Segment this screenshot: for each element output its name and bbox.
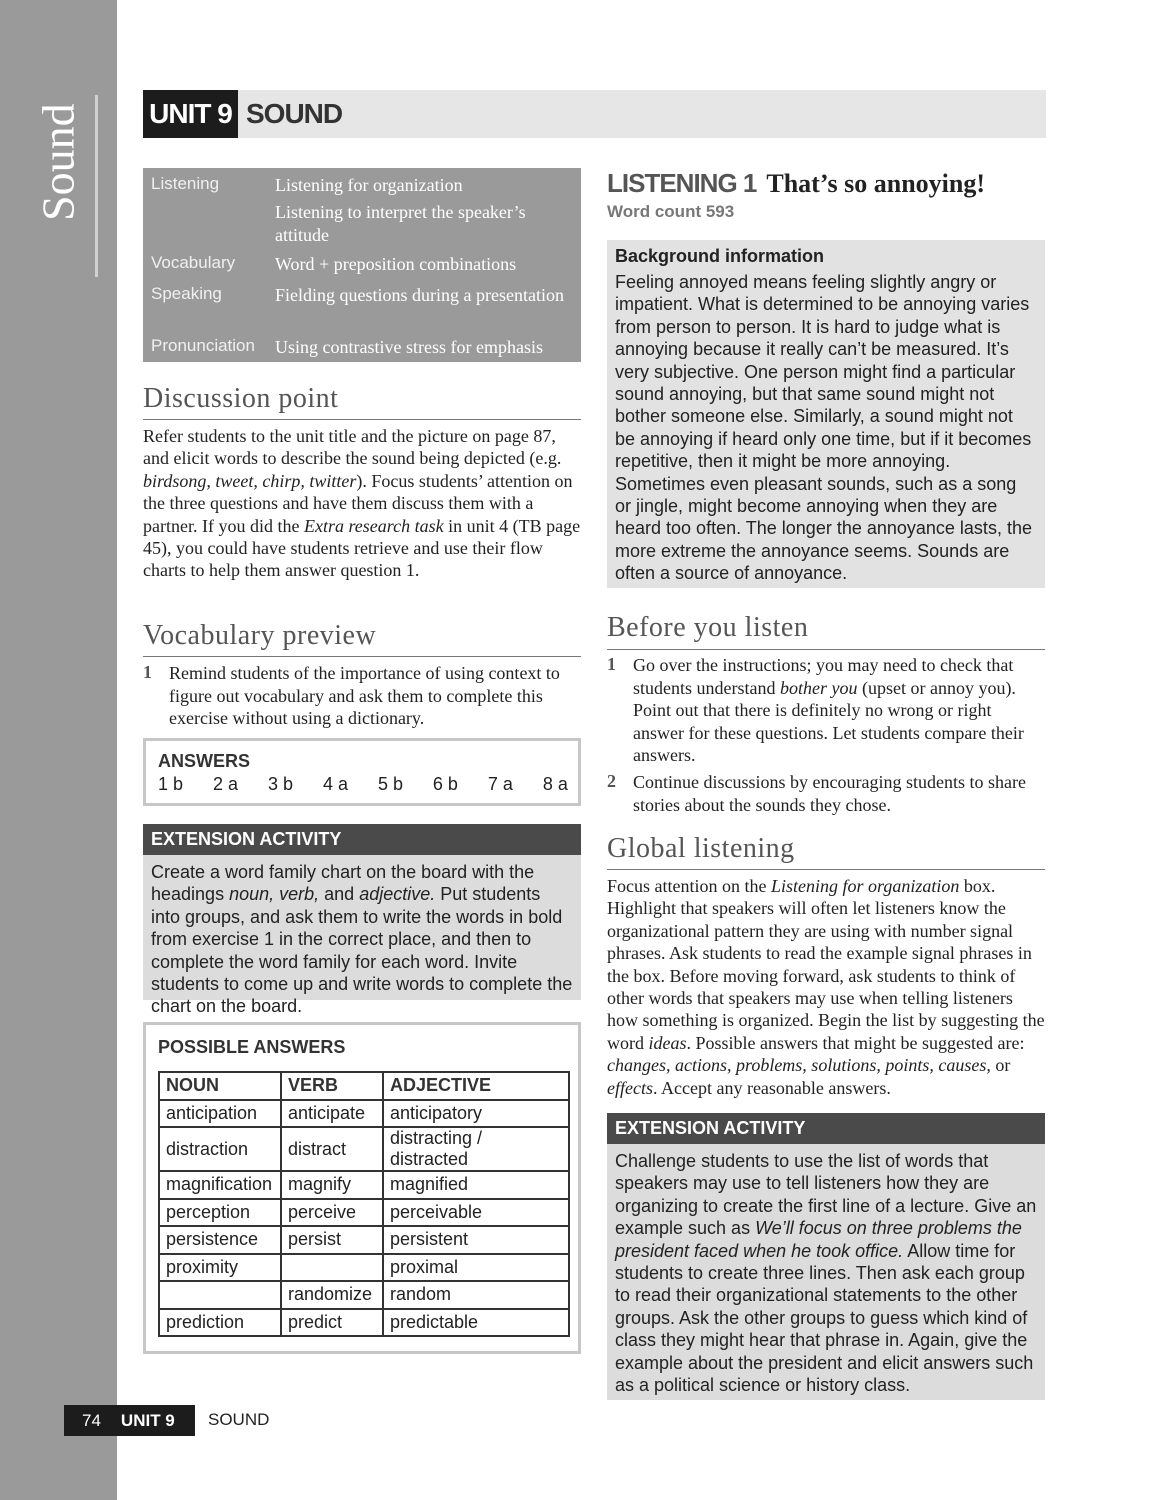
answer-item: 3 b: [267, 774, 293, 794]
table-cell: randomize: [281, 1281, 383, 1309]
table-row: [159, 1281, 569, 1309]
skill-desc: Using contrastive stress for emphasis: [275, 337, 543, 357]
answer-item: 2 a: [212, 774, 239, 794]
table-cell: distract: [281, 1127, 383, 1171]
background-info-box: [607, 240, 1045, 588]
table-cell: perceivable: [383, 1199, 569, 1227]
table-cell: proximity: [159, 1254, 281, 1282]
table-cell: persist: [281, 1226, 383, 1254]
background-info-title: Background information: [615, 246, 825, 266]
table-cell: anticipate: [281, 1100, 383, 1128]
unit-header: [143, 90, 1046, 138]
table-cell: proximal: [383, 1254, 569, 1282]
table-cell: predictable: [383, 1309, 569, 1337]
footer-unit: UNIT 9: [120, 1410, 175, 1430]
before-listen-heading: Before you listen: [607, 612, 809, 643]
vocab-preview-heading: Vocabulary preview: [143, 620, 377, 651]
table-cell: [159, 1281, 281, 1309]
extension-activity-body: Create a word family chart on the board with the headings noun, verb, and adjective. Put students into groups, and ask them to write the words in bold from exercise 1 in the correct place, and then to complete the word family for each word. Invite students to come up and write words to complete the chart on the board.: [143, 855, 581, 1000]
item-number: 1: [607, 654, 616, 674]
column-header: ADJECTIVE: [383, 1072, 569, 1100]
word-family-table: [158, 1071, 570, 1337]
item-number: 1: [143, 662, 152, 682]
skill-name: Listening: [151, 174, 220, 193]
before-listen-item-2: Continue discussions by encouraging students to share stories about the sounds they chose.: [633, 772, 1026, 815]
answers-list: [158, 774, 568, 795]
answer-item: 7 a: [487, 774, 513, 794]
answer-item: 5 b: [377, 774, 403, 794]
table-cell: [281, 1254, 383, 1282]
item-number: 2: [607, 771, 616, 791]
table-cell: magnified: [383, 1171, 569, 1199]
section-rule: [143, 419, 581, 420]
table-cell: magnify: [281, 1171, 383, 1199]
table-cell: persistent: [383, 1226, 569, 1254]
listening-name: That’s so annoying!: [766, 169, 986, 198]
table-header-row: [159, 1072, 569, 1100]
table-cell: distracting / distracted: [383, 1127, 569, 1171]
table-cell: anticipation: [159, 1100, 281, 1128]
table-cell: perception: [159, 1199, 281, 1227]
answer-item: 4 a: [322, 774, 348, 794]
answer-item: 8 a: [542, 774, 568, 794]
table-row: [159, 1127, 569, 1171]
table-cell: persistence: [159, 1226, 281, 1254]
side-tab-title: Sound: [32, 103, 84, 222]
vocab-item-text: Remind students of the importance of using context to figure out vocabulary and ask them to complete this exercise without using a dictionary.: [169, 663, 560, 728]
skills-table: [143, 168, 581, 362]
column-header: NOUN: [159, 1072, 281, 1100]
footer-tab: [64, 1405, 195, 1436]
section-rule: [607, 869, 1045, 870]
skill-name: Pronunciation: [151, 336, 255, 355]
skill-desc: Fielding questions during a presentation: [275, 285, 564, 305]
table-cell: prediction: [159, 1309, 281, 1337]
table-cell: magnification: [159, 1171, 281, 1199]
table-cell: random: [383, 1281, 569, 1309]
skill-desc: Listening to interpret the speaker’s attitude: [275, 202, 526, 245]
section-rule: [607, 649, 1045, 650]
table-row: [159, 1226, 569, 1254]
global-listening-heading: Global listening: [607, 833, 795, 864]
table-cell: distraction: [159, 1127, 281, 1171]
skill-desc: Word + preposition combinations: [275, 254, 517, 274]
listening-label: LISTENING 1: [607, 168, 757, 198]
extension-activity-body: Challenge students to use the list of words that speakers may use to tell listeners how they are organizing to create the first line of a lecture. Give an example such as We’ll focus on three problems the president faced when he took office. Allow time for students to create three lines. Then ask each group to read their organizational statements to the other groups. Ask the other groups to guess which kind of class they might hear that phrase in. Again, give the example about the president and elicit answers such as a political science or history class.: [607, 1144, 1045, 1400]
background-info-text: Feeling annoyed means feeling slightly angry or impatient. What is determined to be annoying varies from person to person. It is hard to judge what is annoying because it really can’t be measured. It’s very subjective. One person might find a particular sound annoying, but that same sound might not bother someone else. Similarly, a sound might not be annoying if heard only one time, but if it becomes repetitive, then it might be more annoying. Sometimes even pleasant sounds, such as a song or jingle, might become annoying when they are heard too often. The longer the annoyance lasts, the more extreme the annoyance seems. Sounds are often a source of annoyance.: [615, 272, 1032, 584]
unit-label: UNIT 9: [143, 90, 238, 138]
skill-name: Speaking: [151, 284, 222, 303]
answer-item: 1 b: [158, 774, 184, 794]
side-tab-rule: [95, 95, 98, 277]
possible-answers-box: [143, 1022, 581, 1354]
global-listening-text: Focus attention on the Listening for organization box. Highlight that speakers will often let listeners know the organizational pattern they are using with number signal phrases. Ask students to read the example signal phrases in the box. Before moving forward, ask students to think of other words that speakers may use when telling listeners how something is organized. Begin the list by suggesting the word ideas. Possible answers that might be suggested are: changes, actions, problems, solutions, points, causes, or effects. Accept any reasonable answers.: [607, 876, 1045, 1098]
table-row: [159, 1254, 569, 1282]
answers-box: [143, 738, 581, 806]
possible-answers-title: POSSIBLE ANSWERS: [158, 1037, 346, 1057]
table-row: [159, 1100, 569, 1128]
table-cell: predict: [281, 1309, 383, 1337]
unit-title: SOUND: [246, 98, 343, 129]
page-number: 74: [82, 1410, 101, 1430]
footer-section: SOUND: [208, 1410, 270, 1429]
word-count: Word count 593: [607, 202, 735, 221]
table-row: [159, 1199, 569, 1227]
extension-activity-heading: EXTENSION ACTIVITY: [143, 824, 581, 855]
table-cell: anticipatory: [383, 1100, 569, 1128]
answers-title: ANSWERS: [158, 751, 251, 771]
skill-desc: Listening for organization: [275, 175, 463, 195]
discussion-text: Refer students to the unit title and the picture on page 87, and elicit words to describe the sound being depicted (e.g. birdsong, tweet, chirp, twitter). Focus students’ attention on the three questions and have them discuss them with a partner. If you did the Extra research task in unit 4 (TB page 45), you could have students retrieve and use their flow charts to help them answer question 1.: [143, 426, 581, 581]
table-row: [159, 1309, 569, 1337]
column-header: VERB: [281, 1072, 383, 1100]
before-listen-item-1: Go over the instructions; you may need to check that students understand bother you (upset or annoy you). Point out that there is definitely no wrong or right answer for these questions. Let students compare their answers.: [633, 655, 1024, 765]
listening-title: [607, 168, 985, 199]
section-rule: [143, 656, 581, 657]
skill-name: Vocabulary: [151, 253, 236, 272]
table-cell: perceive: [281, 1199, 383, 1227]
extension-activity-heading: EXTENSION ACTIVITY: [607, 1113, 1045, 1144]
discussion-heading: Discussion point: [143, 383, 339, 414]
answer-item: 6 b: [432, 774, 458, 794]
table-row: [159, 1171, 569, 1199]
